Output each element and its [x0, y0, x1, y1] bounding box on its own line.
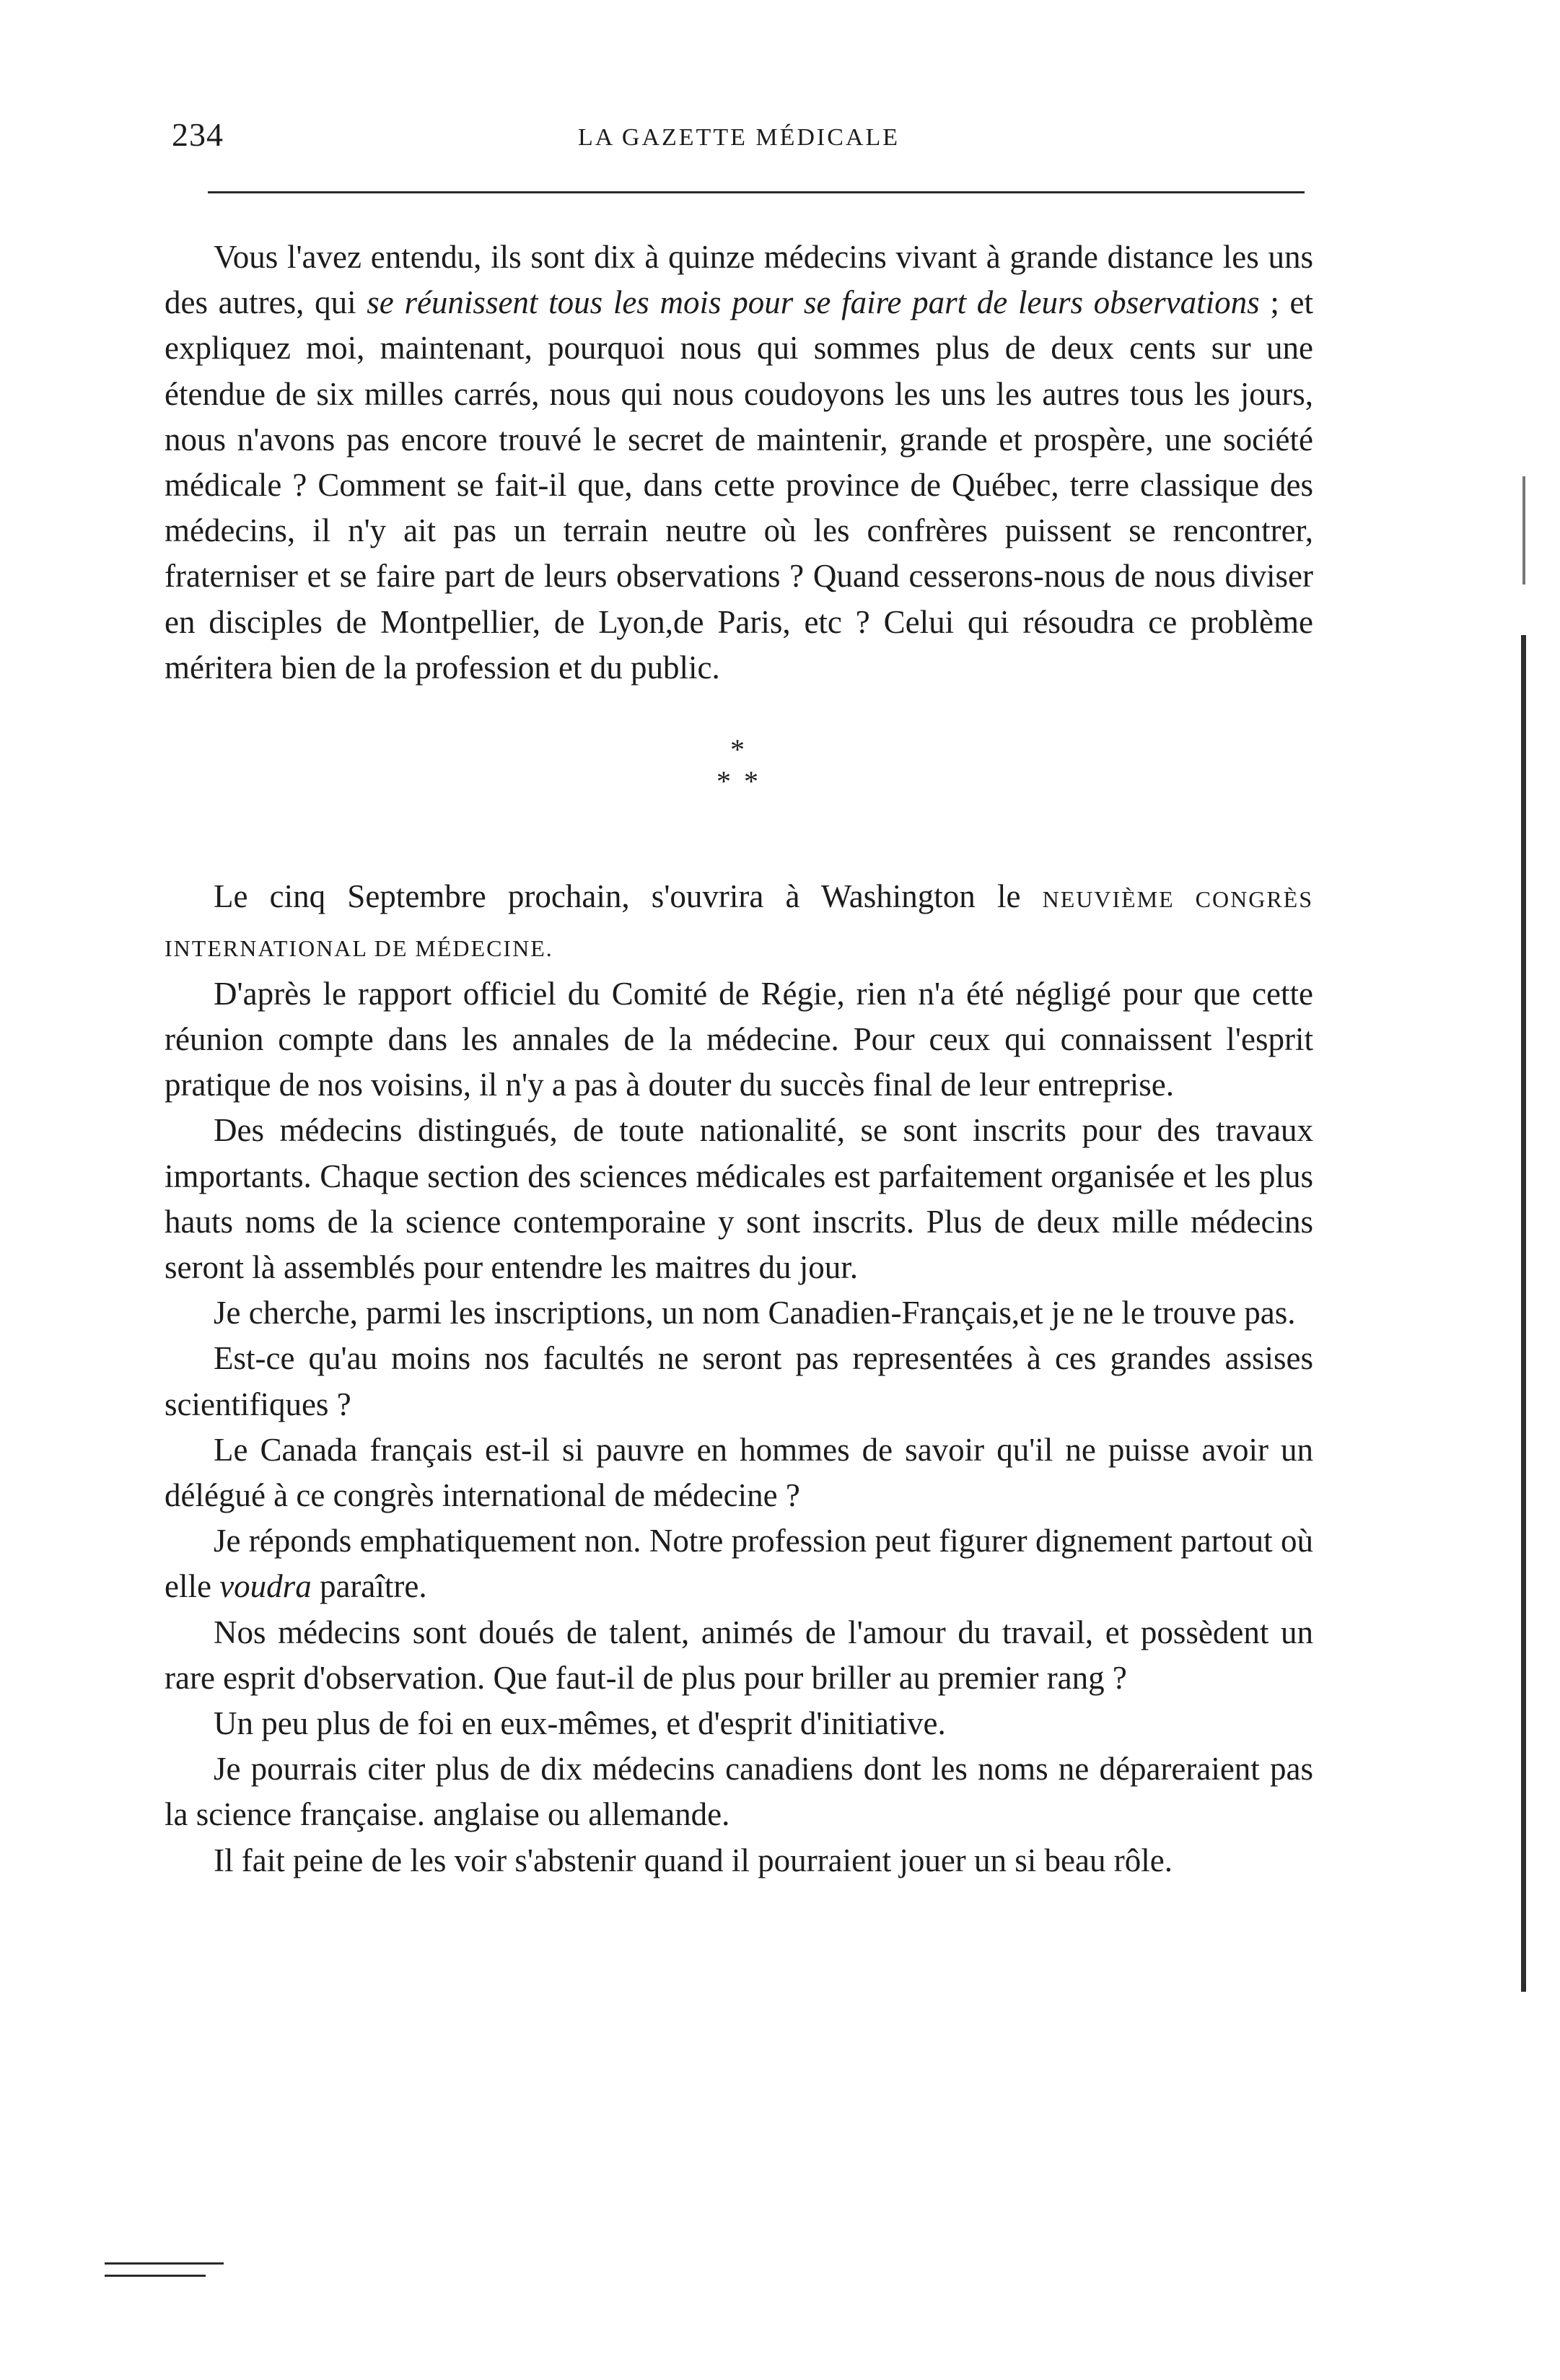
- paragraph: Je cherche, parmi les inscriptions, un nom Canadien-Français,et je ne le trouve pas.: [214, 1295, 1296, 1331]
- page-header: [165, 101, 1313, 166]
- italic-phrase: se réunissent tous les mois pour se faire part de leurs observations: [367, 284, 1260, 321]
- article-body: [165, 235, 1313, 1884]
- scan-edge-mark: [1522, 476, 1525, 585]
- running-title: LA GAZETTE MÉDICALE: [577, 124, 900, 151]
- asterism-top: *: [730, 733, 748, 766]
- paragraph: Je pourrais citer plus de dix médecins canadiens dont les noms ne dépareraient pas la science française. anglaise ou allemande.: [165, 1751, 1313, 1833]
- page-number: 234: [172, 116, 224, 153]
- paragraph-text: Vous l'avez entendu, ils sont dix à quinze médecins vivant à grande distance les uns des autres, qui: [165, 239, 1313, 321]
- paragraph-text: ; et expliquez moi, maintenant, pourquoi nous qui sommes plus de deux cents sur une étendue de six milles carrés, nous qui nous coudoyons les uns les autres tous les jours, nous n'avons pas encore trouvé le secret de maintenir, grande et prospère, une société médicale ? Comment se fait-il que, dans cette province de Québec, terre classique des médecins, il n'y ait pas un terrain neutre où les confrères puissent se rencontrer, fraterniser et se faire part de leurs observations ? Quand cesserons-nous de nous diviser en disciples de Montpellier, de Lyon,de Paris, etc ? Celui qui résoudra ce problème méritera bien de la profession et du public.: [165, 284, 1314, 686]
- paragraph: Il fait peine de les voir s'abstenir quand il pourraient jouer un si beau rôle.: [214, 1842, 1173, 1878]
- italic-word: voudra: [219, 1568, 312, 1605]
- header-rule: [208, 191, 1305, 193]
- footer-rule: [105, 2262, 224, 2265]
- paragraph: Nos médecins sont doués de talent, animés de l'amour du travail, et possèdent un rare esprit d'observation. Que faut-il de plus pour briller au premier rang ?: [165, 1614, 1313, 1696]
- paragraph: D'après le rapport officiel du Comité de Régie, rien n'a été négligé pour que cette réunion compte dans les annales de la médecine. Pour ceux qui connaissent l'esprit pratique de nos voisins, il n'y a pas à douter du succès final de leur entreprise.: [165, 975, 1313, 1103]
- paragraph-text: Le cinq Septembre prochain, s'ouvrira à Washington le: [214, 878, 1043, 915]
- paragraph: Des médecins distingués, de toute nationalité, se sont inscrits pour des travaux importants. Chaque section des sciences médicales est parfaitement organisée et les plus hauts noms de la science contemporaine y sont inscrits. Plus de deux mille médecins seront là assemblés pour entendre les maitres du jour.: [165, 1112, 1313, 1285]
- congress-name: NEUVIÈME CONGRÈS INTERNATIONAL DE MÉDECINE.: [165, 886, 1313, 961]
- paragraph-text: Je réponds emphatiquement non. Notre profession peut figurer dignement partout où elle: [165, 1523, 1313, 1605]
- asterism-divider: [165, 735, 1313, 832]
- paragraph: Le Canada français est-il si pauvre en hommes de savoir qu'il ne puisse avoir un délégué à ce congrès international de médecine ?: [165, 1431, 1313, 1513]
- paragraph: Un peu plus de foi en eux-mêmes, et d'esprit d'initiative.: [214, 1705, 946, 1742]
- footer-rule-secondary: [105, 2275, 206, 2277]
- paragraph-voudra: [165, 1518, 1313, 1609]
- paragraph-congress: [165, 874, 1313, 971]
- scan-edge-shadow: [1521, 635, 1526, 1992]
- paragraph-intro: [165, 235, 1313, 691]
- asterism-bottom: * *: [717, 765, 761, 798]
- paragraph: Est-ce qu'au moins nos facultés ne seront pas representées à ces grandes assises scientifiques ?: [165, 1340, 1313, 1422]
- paragraph-text: paraître.: [311, 1568, 427, 1605]
- page: [165, 101, 1314, 1878]
